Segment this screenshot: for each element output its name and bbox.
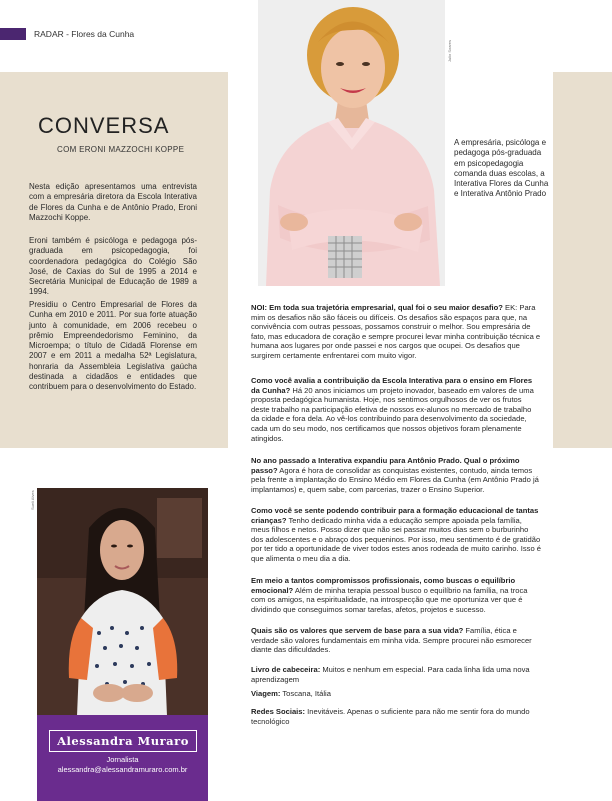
running-header: RADAR - Flores da Cunha (34, 29, 135, 39)
qa-answer: Muitos e nenhum em especial. Para cada linha lida uma nova aprendizagem (251, 665, 530, 684)
columnist-email: alessandra@alessandramuraro.com.br (57, 765, 188, 774)
qa-answer: Toscana, Itália (280, 689, 331, 698)
photo-credit: Sueli Alves (30, 490, 35, 510)
page-title: CONVERSA (38, 113, 170, 138)
columnist-photo (37, 488, 208, 716)
photo-credit: Julio Soares (447, 39, 452, 62)
qa-question: Em meio a tantos compromissos profissionais, como buscas o equilíbrio emocional? (251, 576, 516, 595)
qa-item (251, 303, 541, 361)
qa-question: Livro de cabeceira: (251, 665, 321, 674)
qa-answer: EK: Para mim os desafios não são fáceis ou difíceis. Os desafios são espaços para que, na convivência com outras pessoas, possamos construir o melhor. Sou empresária de fato, mas educadora de coração e sempre procurei levar minha contribuição técnica e humana aos lugares por onde passei e nos cargos que ocupei. Os desafios que surgirem certamente enfrentarei com muito vigor. (251, 303, 541, 360)
qa-answer: Há 20 anos iniciamos um projeto inovador, baseado em valores de uma proposta pedagógica humanista. Hoje, nos sentimos orgulhosos de ver os frutos deste trabalho na participação efetiva de nossos ex-alunos no mercado de trabalho da cidade e fora dela. Ao vê-los contribuindo para desenvolvimento da sociedade, cada um do seu modo, nos certificamos que nossos objetivos foram plenamente atingidos. (251, 385, 534, 443)
qa-answer: Além de minha terapia pessoal busco o equilíbrio na família, na troca com os amigos, na espiritualidade, na introspecção que me oportuniza ver que é dividindo que conseguimos somar tarefas, afetos, projetos e sucesso. (251, 585, 528, 614)
columnist-role: Jornalista (106, 755, 139, 764)
qa-question: Redes Sociais: (251, 707, 306, 716)
qa-answer: Tenho dedicado minha vida a educação sempre apoiada pela família, meus filhos e netos. Posso dizer que não sei passar muitos dias sem o burburinho dos adolescentes e o abraço dos pequeninos. Por isso, meu sentimento é de gratidão por ter tido a oportunidade de viver todos estes anos rodeada de muito carinho. Isso é que alimenta o meu dia a dia. (251, 515, 542, 563)
qa-answer: Família, ética e verdade são valores fundamentais em minha vida. Sempre procurei não esmorecer diante das dificuldades. (251, 626, 532, 655)
qa-item (251, 689, 541, 699)
photo-caption: A empresária, psicóloga e pedagoga pós-graduada em psicopedagogia comanda duas escolas, a Interativa Flores da Cunha e Interativa Antônio Prado (454, 138, 549, 199)
qa-question: Viagem: (251, 689, 281, 698)
qa-item (251, 576, 541, 614)
page-subtitle: COM ERONI MAZZOCHI KOPPE (57, 145, 185, 154)
qa-item (251, 376, 541, 443)
qa-question: Como você avalia a contribuição da Escola Interativa para o ensino em Flores da Cunha? (251, 376, 533, 395)
section-marker (0, 28, 26, 40)
intro-paragraph: Eroni também é psicóloga e pedagoga pós-graduada em psicopedagogia, foi coordenadora pedagógica do Colégio São José, de Caxias do Sul de 1995 a 2014 e Secretária Municipal de Educação de 1989 a 1994. (29, 236, 197, 297)
qa-question: No ano passado a Interativa expandiu para Antônio Prado. Qual o próximo passo? (251, 456, 520, 475)
qa-answer: Inevitáveis. Apenas o suficiente para não me sentir fora do mundo tecnológico (251, 707, 530, 726)
qa-item (251, 665, 541, 684)
qa-item (251, 506, 541, 564)
intro-paragraph: Presidiu o Centro Empresarial de Flores da Cunha em 2010 e 2011. Por sua forte atuação junto à comunidade, em 2006 recebeu o prêmio Empreendedorismo Feminino, da Microempa; o título de Cidadã Florense em 2007 e em 2011 a medalha 52ª Legislatura, honraria da Assembleia Legislativa gaúcha destinada a cidadãos e entidades que contribuem para o desenvolvimento do Estado. (29, 300, 197, 392)
portrait-eroni-photo (258, 0, 445, 286)
columnist-name: Alessandra Muraro (49, 730, 197, 752)
qa-question: Como você se sente podendo contribuir para a formação educacional de tantas crianças? (251, 506, 539, 525)
qa-item (251, 456, 541, 494)
qa-answer: Agora é hora de consolidar as conquistas existentes, contudo, ainda temos pela frente a implantação do Ensino Médio em Flores da Cunha (em Antônio Prado já implantamos) e, quem sabe, com parcerias, trazer o Ensino Superior. (251, 465, 539, 494)
qa-item (251, 707, 541, 726)
right-panel-background (553, 72, 612, 448)
qa-question: Quais são os valores que servem de base para a sua vida? (251, 626, 464, 635)
qa-question: NOI: Em toda sua trajetória empresarial, qual foi o seu maior desafio? (251, 303, 503, 312)
intro-paragraph: Nesta edição apresentamos uma entrevista com a empresária diretora da Escola Interativa de Flores da Cunha e de Antônio Prado, Eroni Mazzochi Koppe. (29, 182, 197, 222)
qa-item (251, 626, 541, 655)
